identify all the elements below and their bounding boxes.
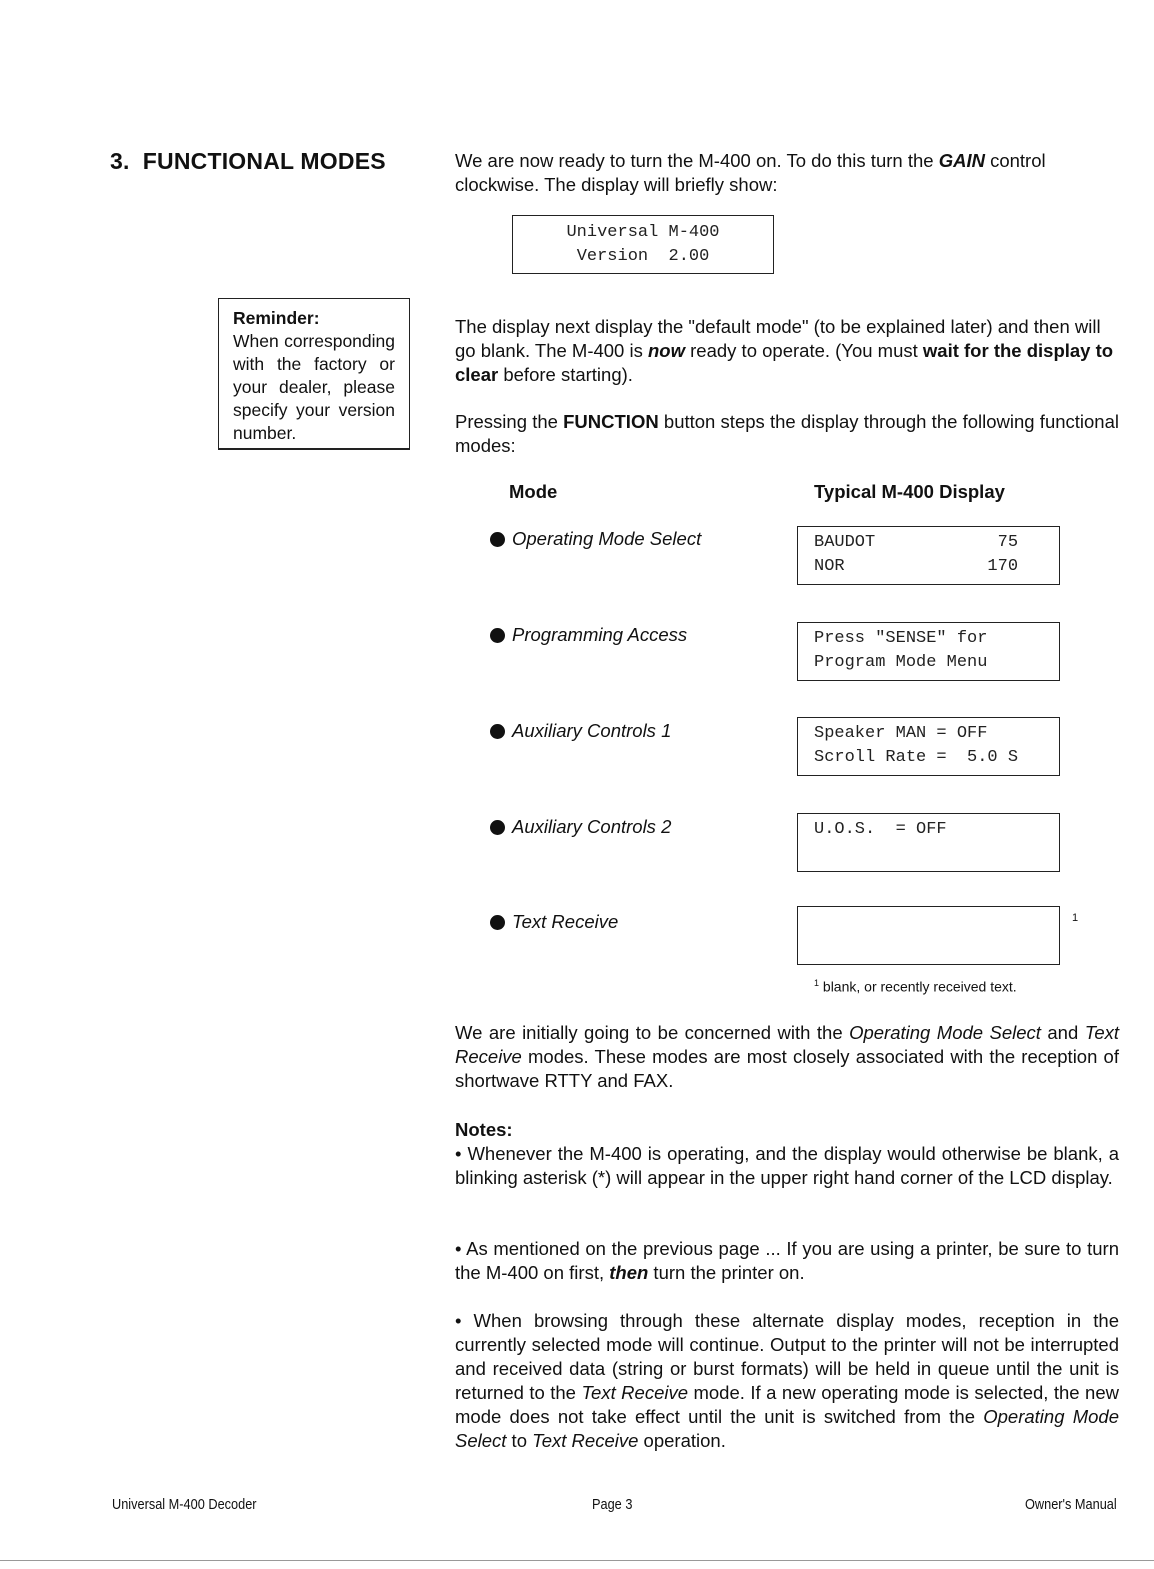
lcd-line-2: NOR 170: [814, 557, 1019, 576]
mode-item: [490, 816, 671, 838]
note-1: • Whenever the M-400 is operating, and the display would otherwise be blank, a blinking asterisk (*) will appear in the upper right hand corner of the LCD display.: [455, 1143, 1119, 1188]
bullet-icon: [490, 820, 505, 835]
section-heading: [110, 148, 386, 175]
footnote: [814, 978, 1017, 995]
reminder-body: When corresponding with the factory or your dealer, please specify your version number.: [233, 331, 395, 443]
note2-text-2: turn the printer on.: [648, 1262, 805, 1283]
lcd-line-1: Press "SENSE" for: [814, 629, 988, 648]
default-mode-paragraph: [455, 315, 1119, 387]
bullet-icon: [490, 915, 505, 930]
lcd-line-2: Program Mode Menu: [814, 653, 988, 672]
mode-name: Operating Mode Select: [512, 528, 702, 549]
reminder-box: [218, 298, 410, 450]
bullet-icon: [490, 532, 505, 547]
para4-text-1: We are initially going to be concerned with the: [455, 1022, 850, 1043]
modes-concern-paragraph: [455, 1021, 1119, 1093]
note2-text-1: • As mentioned on the previous page ... If you are using a printer, be sure to turn the M-400 on first,: [455, 1238, 1119, 1283]
mode-item: [490, 720, 671, 742]
mode-lcd-display: [797, 906, 1060, 965]
bullet-icon: [490, 628, 505, 643]
note3-text-1: • When browsing through these alternate display modes, reception in the currently selected mode will continue. Output to the printer will not be interrupted and received data (string or burst formats) will be held in queue until the unit is returned to the: [455, 1310, 1119, 1403]
now-emphasis: now: [648, 340, 685, 361]
section-number: 3.: [110, 148, 130, 174]
mode-name: Text Receive: [512, 911, 619, 932]
footer-left: Universal M-400 Decoder: [112, 1496, 257, 1513]
display-column-header: Typical M-400 Display: [814, 481, 1005, 502]
footer-page-number: Page 3: [592, 1496, 633, 1513]
mode-name: Programming Access: [512, 624, 688, 645]
mode-column-header: Mode: [509, 481, 558, 502]
footnote-marker: 1: [1072, 912, 1079, 924]
mode-lcd-display: [797, 526, 1060, 585]
function-emphasis: FUNCTION: [563, 411, 659, 432]
lcd-line-1: BAUDOT 75: [814, 533, 1019, 552]
footnote-number: 1: [814, 978, 820, 988]
lcd-line-2: Scroll Rate = 5.0 S: [814, 748, 1019, 767]
note3-text-3: to: [506, 1430, 533, 1451]
oms-emphasis: Operating Mode Select: [455, 1406, 1119, 1451]
mode-item: [490, 528, 701, 550]
para4-text-3: modes. These modes are most closely associated with the reception of shortwave RTTY and FAX.: [455, 1046, 1119, 1091]
gain-emphasis: GAIN: [938, 150, 985, 171]
mode-name: Auxiliary Controls 2: [512, 816, 672, 837]
para4-text-2: and: [1040, 1022, 1085, 1043]
tr-emphasis: Text Receive: [455, 1022, 1119, 1067]
intro-text-1: We are now ready to turn the M-400 on. To do this turn the: [455, 150, 939, 171]
intro-paragraph: [455, 149, 1119, 197]
oms-emphasis: Operating Mode Select: [849, 1022, 1041, 1043]
para2-text-2: ready to operate. (You must: [685, 340, 923, 361]
lcd-line-1: Universal M-400: [566, 223, 720, 242]
version-lcd-display: [512, 215, 774, 274]
para2-text-1: The display next display the "default mode" (to be explained later) and then will go blank. The M-400 is: [455, 316, 1101, 361]
footnote-text: blank, or recently received text.: [822, 978, 1017, 995]
lcd-line-2: Version 2.00: [576, 247, 710, 266]
mode-item: [490, 911, 618, 933]
note3-text-2: mode. If a new operating mode is selected, the new mode does not take effect until the unit is switched from the: [455, 1382, 1119, 1427]
mode-name: Auxiliary Controls 1: [512, 720, 672, 741]
mode-item: [490, 624, 687, 646]
para2-text-3: before starting).: [498, 364, 633, 385]
note-2: [455, 1237, 1119, 1285]
mode-lcd-display: [797, 717, 1060, 776]
lcd-line-1: Speaker MAN = OFF: [814, 724, 988, 743]
bullet-icon: [490, 724, 505, 739]
mode-lcd-display: [797, 813, 1060, 872]
function-paragraph: [455, 410, 1119, 458]
note3-text-4: operation.: [638, 1430, 726, 1451]
section-title: FUNCTIONAL MODES: [142, 148, 386, 174]
notes-title: Notes:: [455, 1119, 513, 1140]
note-3: [455, 1309, 1119, 1453]
tr-emphasis: Text Receive: [532, 1430, 639, 1451]
then-emphasis: then: [609, 1262, 649, 1283]
tr-emphasis: Text Receive: [581, 1382, 689, 1403]
mode-lcd-display: [797, 622, 1060, 681]
lcd-line-1: U.O.S. = OFF: [814, 820, 947, 839]
wait-emphasis: wait for the display to clear: [455, 340, 1114, 385]
page-edge-divider: [0, 1560, 1154, 1561]
para3-text-1: Pressing the: [455, 411, 564, 432]
reminder-title: Reminder:: [233, 308, 320, 328]
footer-right: Owner's Manual: [1025, 1496, 1117, 1513]
intro-text-2: control clockwise. The display will briefly show:: [455, 150, 1046, 195]
notes-section: [455, 1118, 1119, 1190]
para3-text-2: button steps the display through the following functional modes:: [455, 411, 1119, 456]
